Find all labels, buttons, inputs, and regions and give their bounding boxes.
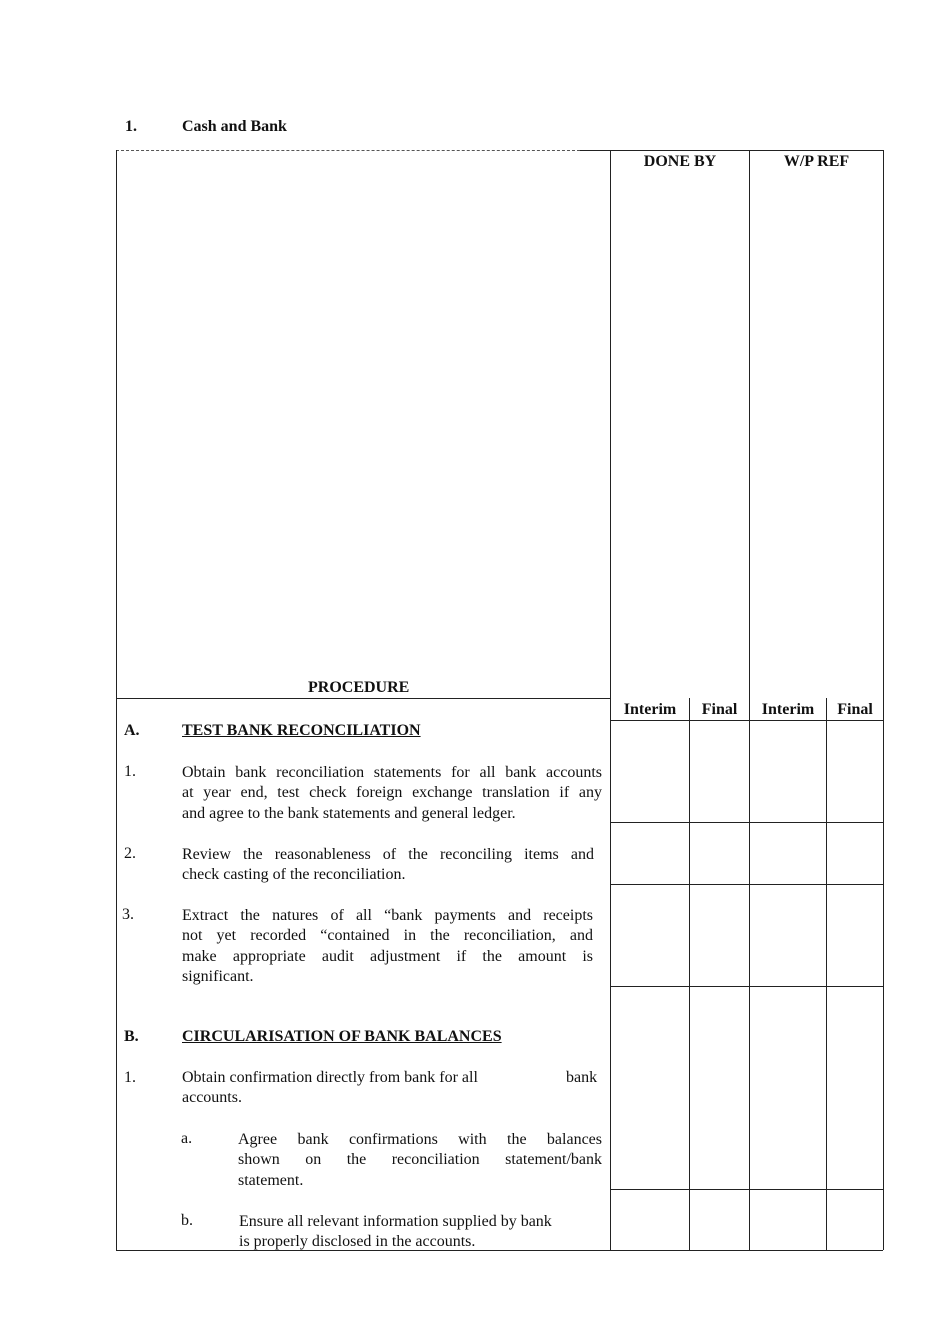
text-line: and agree to the bank statements and general ledger. (182, 804, 516, 822)
item-number: 1. (124, 1069, 136, 1086)
header-divider (116, 698, 610, 699)
row-divider (610, 1189, 883, 1190)
header-final: Final (701, 701, 738, 718)
header-done-by: DONE BY (643, 153, 717, 170)
text-line: significant. (182, 967, 254, 985)
table-right-border (883, 150, 884, 1250)
item-number: 2. (124, 845, 136, 862)
text-line: make appropriate audit adjustment if the amount is (182, 947, 593, 965)
text-line: Obtain bank reconciliation statements for all bank accounts (182, 764, 602, 781)
subitem-letter: b. (181, 1212, 193, 1229)
item-text (182, 906, 593, 987)
section-number: 1. (125, 118, 137, 135)
item-number: 1. (124, 763, 136, 780)
text-line: is properly disclosed in the accounts. (239, 1233, 476, 1251)
section-title: Cash and Bank (182, 118, 287, 135)
header-wp-ref: W/P REF (783, 153, 850, 170)
section-b-title: CIRCULARISATION OF BANK BALANCES (182, 1028, 502, 1045)
text-line: check casting of the reconciliation. (182, 866, 406, 884)
subheader-divider (610, 720, 883, 721)
column-divider (610, 150, 611, 1250)
subitem-text (238, 1130, 602, 1191)
table-top-border (580, 150, 883, 151)
header-procedure: PROCEDURE (308, 679, 410, 696)
text-line: Extract the natures of all “bank payments and receipts (182, 907, 593, 924)
row-divider (610, 822, 883, 823)
item-text (182, 845, 594, 886)
item-number: 3. (122, 906, 134, 923)
column-divider (689, 698, 690, 1250)
text-line: statement. (238, 1171, 304, 1189)
row-divider (610, 884, 883, 885)
header-interim: Interim (761, 701, 815, 718)
subitem-letter: a. (181, 1130, 193, 1147)
text-line: accounts. (182, 1089, 242, 1106)
text-line: shown on the reconciliation statement/bank (238, 1151, 602, 1169)
section-a-letter: A. (124, 722, 140, 739)
text-line: Ensure all relevant information supplied by bank (239, 1213, 552, 1230)
subitem-text (239, 1212, 599, 1253)
header-interim: Interim (623, 701, 677, 718)
text-line: not yet recorded “contained in the reconciliation, and (182, 927, 593, 945)
column-divider (749, 150, 750, 1250)
item-text (182, 763, 602, 824)
text-line: at year end, test check foreign exchange translation if any (182, 784, 602, 802)
header-final: Final (837, 701, 873, 718)
text-line: bank (566, 1069, 598, 1086)
table-left-border (116, 150, 117, 1250)
column-divider (826, 698, 827, 1250)
row-divider (610, 986, 883, 987)
dashed-border (116, 150, 580, 151)
section-a-title: TEST BANK RECONCILIATION (182, 722, 421, 739)
text-line: Agree bank confirmations with the balances (238, 1131, 602, 1148)
section-b-letter: B. (124, 1028, 139, 1045)
text-line: Obtain confirmation directly from bank for all (182, 1069, 478, 1086)
text-line: Review the reasonableness of the reconciling items and (182, 846, 594, 863)
